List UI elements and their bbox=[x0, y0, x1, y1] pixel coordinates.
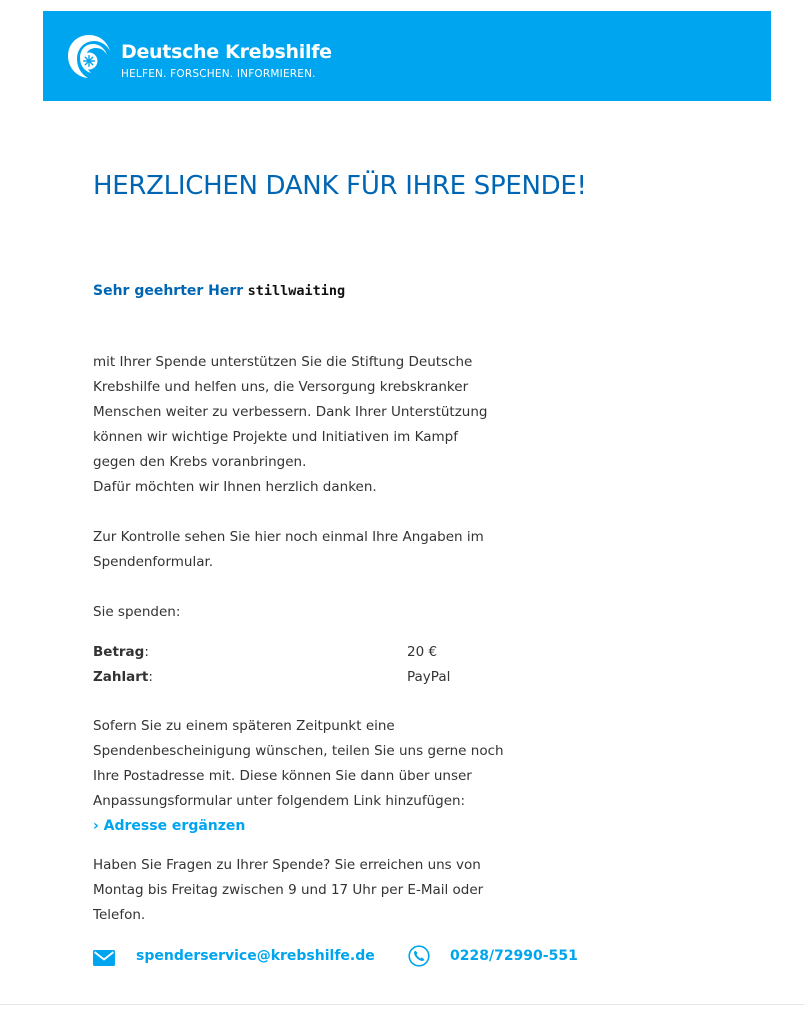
control-paragraph bbox=[93, 525, 523, 575]
donation-summary bbox=[93, 640, 493, 690]
salutation bbox=[93, 281, 345, 301]
mail-icon[interactable] bbox=[93, 950, 115, 966]
phone-icon[interactable] bbox=[408, 945, 430, 967]
donation-row-amount bbox=[93, 640, 493, 665]
add-address-link[interactable]: › Adresse ergänzen bbox=[93, 818, 246, 834]
text-line: Montag bis Freitag zwischen 9 und 17 Uhr per E-Mail oder bbox=[93, 882, 484, 898]
text-line: Haben Sie Fragen zu Ihrer Spende? Sie erreichen uns von bbox=[93, 857, 481, 873]
text-line: Spendenformular. bbox=[93, 554, 214, 570]
brand-tagline: HELFEN. FORSCHEN. INFORMIEREN. bbox=[121, 68, 316, 80]
contact-email-link[interactable]: spenderservice@krebshilfe.de bbox=[136, 948, 375, 964]
text-line: Krebshilfe und helfen uns, die Versorgung krebskranker bbox=[93, 379, 469, 395]
donation-intro bbox=[93, 600, 523, 625]
text-line: Spendenbescheinigung wünschen, teilen Sie uns gerne noch bbox=[93, 743, 504, 759]
text-line: gegen den Krebs voranbringen. bbox=[93, 454, 307, 470]
text-line: mit Ihrer Spende unterstützen Sie die Stiftung Deutsche bbox=[93, 354, 473, 370]
text-line: Zur Kontrolle sehen Sie hier noch einmal Ihre Angaben im bbox=[93, 529, 484, 545]
page-title: HERZLICHEN DANK FÜR IHRE SPENDE! bbox=[93, 171, 587, 201]
donation-value: PayPal bbox=[407, 669, 451, 685]
krebshilfe-logo-icon[interactable] bbox=[63, 31, 115, 83]
donation-row-payment bbox=[93, 665, 493, 690]
text-line: können wir wichtige Projekte und Initiativen im Kampf bbox=[93, 429, 458, 445]
contact-phone-link[interactable]: 0228/72990-551 bbox=[450, 948, 578, 964]
questions-paragraph bbox=[93, 853, 523, 928]
text-line: Dafür möchten wir Ihnen herzlich danken. bbox=[93, 479, 377, 495]
address-paragraph bbox=[93, 714, 523, 814]
footer-divider bbox=[0, 1004, 804, 1005]
text-line: Ihre Postadresse mit. Diese können Sie dann über unser bbox=[93, 768, 472, 784]
donation-label: Zahlart: bbox=[93, 669, 153, 685]
text-line: Menschen weiter zu verbessern. Dank Ihrer Unterstützung bbox=[93, 404, 488, 420]
donation-label: Betrag: bbox=[93, 644, 149, 660]
text-line: Sofern Sie zu einem späteren Zeitpunkt eine bbox=[93, 718, 395, 734]
salutation-greeting: Sehr geehrter Herr bbox=[93, 283, 244, 299]
brand-header bbox=[43, 11, 771, 101]
intro-paragraph bbox=[93, 350, 523, 500]
text-line: Sie spenden: bbox=[93, 604, 181, 620]
donation-value: 20 € bbox=[407, 644, 438, 660]
text-line: Telefon. bbox=[93, 907, 146, 923]
text-line: Anpassungsformular unter folgendem Link hinzufügen: bbox=[93, 793, 466, 809]
brand-name: Deutsche Krebshilfe bbox=[121, 41, 332, 63]
salutation-name: stillwaiting bbox=[247, 283, 346, 299]
